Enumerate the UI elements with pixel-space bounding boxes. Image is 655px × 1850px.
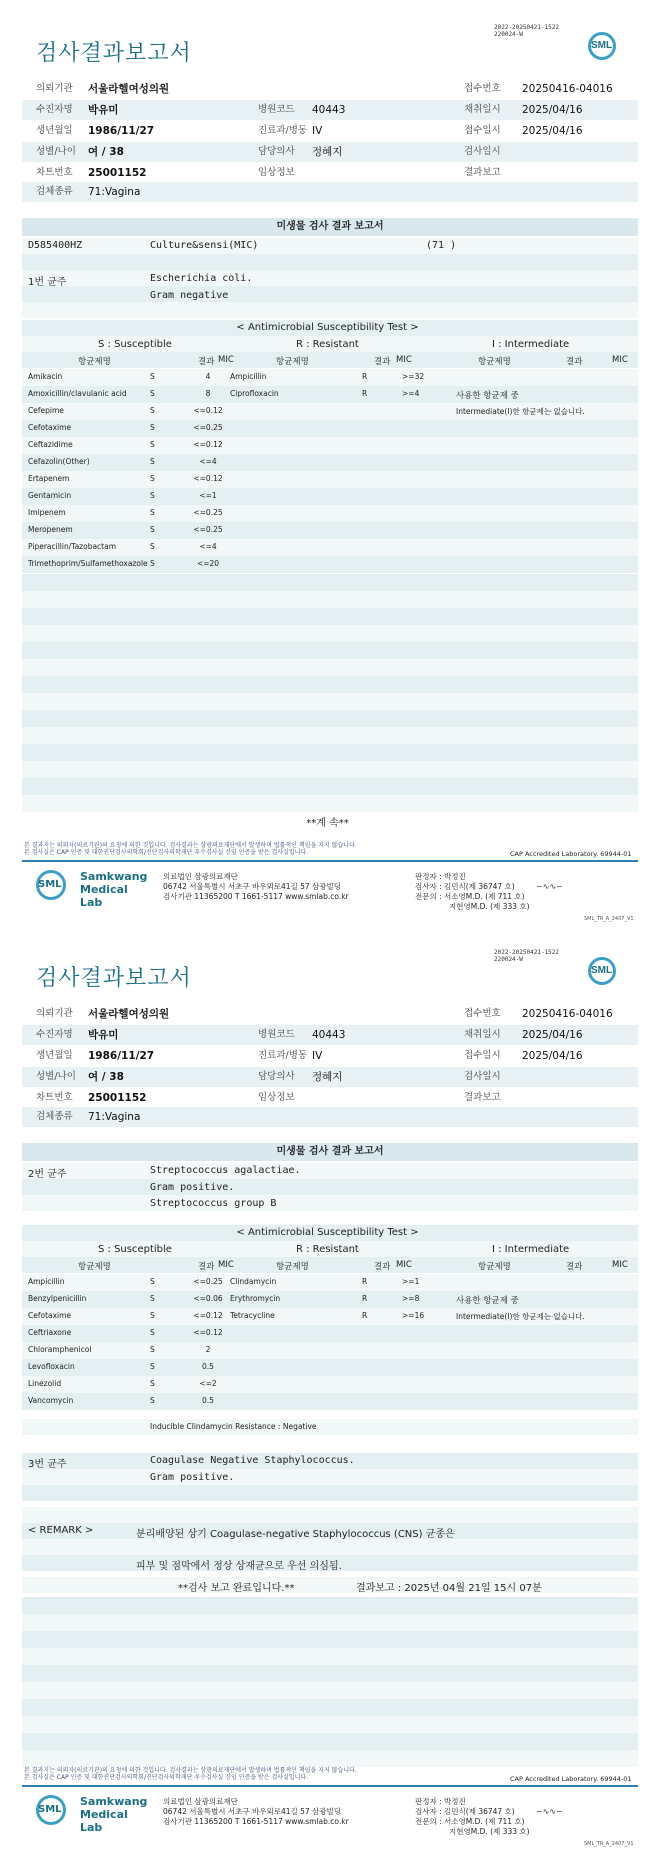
- table-row: [22, 488, 638, 505]
- header-row: 의뢰기관 서울라헬여성의원 접수번호 20250416-04016: [36, 1008, 613, 1020]
- test-number: (71 ): [426, 240, 457, 251]
- drug-name: Benzylpenicillin: [28, 1294, 87, 1303]
- organism-name: Coagulase Negative Staphylococcus.: [150, 1455, 355, 1466]
- header-row: 성별/나이 여 / 38 담당의사 정혜지 검사일시: [22, 1067, 638, 1087]
- sml-logo-icon: SML: [588, 32, 622, 60]
- drug-name: Ceftazidime: [28, 440, 73, 449]
- table-row: [22, 437, 638, 454]
- org-info: 의료법인 삼광의료재단 06742 서울특별시 서초구 바우뫼로41길 57 삼광빌딩 검사기관 11365200 T 1661-5117 www.smlab.co.kr: [163, 872, 349, 901]
- drug-name: Trimethoprim/Sulfamethoxazole: [28, 559, 148, 568]
- empty-row: [22, 761, 638, 778]
- table-row: [22, 1342, 638, 1359]
- empty-row: [22, 1665, 638, 1682]
- column-header-result: 결과: [566, 357, 583, 367]
- result-value: S: [150, 440, 155, 449]
- empty-row: [22, 1648, 638, 1665]
- header-row: 검체종류 71:Vagina: [22, 182, 638, 202]
- intermediate-note: Intermediate(I)한 항균제는 없습니다.: [456, 407, 585, 416]
- empty-row: [22, 710, 638, 727]
- signature-icon: ~∿∿~: [536, 882, 563, 891]
- mic-value: <=1: [199, 491, 217, 500]
- mic-value: >=1: [402, 1277, 420, 1286]
- mic-value: <=0.12: [193, 474, 223, 483]
- sml-footer-logo-icon: SML Samkwang Medical Lab: [38, 870, 148, 909]
- test-name: Culture&sensi(MIC): [150, 240, 259, 251]
- drug-name: Levofloxacin: [28, 1362, 75, 1371]
- page-title: 검사결과보고서: [36, 966, 192, 991]
- table-row: [22, 1376, 638, 1393]
- mic-value: <=0.12: [193, 406, 223, 415]
- intermediate-note: 사용한 항균제 중: [456, 1296, 519, 1306]
- mic-value: <=0.25: [193, 1277, 223, 1286]
- legend-intermediate: I : Intermediate: [492, 339, 570, 350]
- signatories: 판정자 : 박정진 검사자 : 김민식(제 36747 호) 전문의 : 서소영M.D. (제 711 호) 지현영M.D. (제 333 호): [415, 1797, 530, 1836]
- result-value: S: [150, 372, 155, 381]
- signature-icon: ~∿∿~: [536, 1807, 563, 1816]
- header-row: 성별/나이 여 / 38 담당의사 정혜지 검사일시: [22, 142, 638, 162]
- column-header-drug: 항균제명: [478, 357, 511, 367]
- column-header-mic: MIC: [396, 355, 412, 365]
- drug-name: Ciprofloxacin: [230, 389, 279, 398]
- report-time: 결과보고 : 2025년 04월 21일 15시 07분: [356, 1583, 542, 1594]
- table-row: [22, 1359, 638, 1376]
- intermediate-note: 사용한 항균제 중: [456, 391, 519, 401]
- drug-name: Ertapenem: [28, 474, 70, 483]
- mic-value: <=0.12: [193, 1328, 223, 1337]
- version-code: SML_TR_A_2407_V1: [584, 916, 634, 922]
- drug-name: Ceftriaxone: [28, 1328, 72, 1337]
- drug-name: Clindamycin: [230, 1277, 277, 1286]
- ast-title: < Antimicrobial Susceptibility Test >: [236, 322, 419, 333]
- result-value: R: [362, 1311, 368, 1320]
- legend-susceptible: S : Susceptible: [98, 1244, 172, 1255]
- result-value: S: [150, 559, 155, 568]
- legend-resistant: R : Resistant: [296, 1244, 359, 1255]
- empty-row: [22, 659, 638, 676]
- result-value: S: [150, 1277, 155, 1286]
- document-id: 2022-20250421-1522 220024-W: [494, 24, 560, 38]
- mic-value: <=4: [199, 457, 217, 466]
- mic-value: 8: [205, 389, 211, 398]
- result-value: S: [150, 508, 155, 517]
- result-value: S: [150, 457, 155, 466]
- drug-name: Imipenem: [28, 508, 66, 517]
- table-row: [22, 471, 638, 488]
- organism-gram: Gram positive.: [150, 1472, 235, 1483]
- result-value: S: [150, 474, 155, 483]
- header-row: 차트번호 25001152 임상정보 결과보고: [36, 1092, 501, 1104]
- empty-row: [22, 676, 638, 693]
- column-header-mic: MIC: [218, 355, 234, 365]
- column-header-result: 결과: [374, 1262, 391, 1272]
- empty-row: [22, 591, 638, 608]
- drug-name: Cefotaxime: [28, 1311, 72, 1320]
- footer-note: 본 결과지는 의뢰자(의료기관)의 요청에 의한 것입니다. 검사결과는 삼광의료재단에서 발생하며 법률적인 책임을 지지 않습니다. 본 검사실은 CAP 인증 및 대한진단검사의학회/진단검사의학재단 우수검사실 신임 인증을 받은 검사실입니다.: [24, 1767, 357, 1781]
- cap-accreditation: CAP Accredited Laboratory. 69944-01: [510, 1775, 632, 1783]
- column-header-mic: MIC: [612, 355, 628, 365]
- empty-row: [22, 795, 638, 812]
- result-value: R: [362, 389, 368, 398]
- remark-label: < REMARK >: [28, 1525, 94, 1536]
- result-value: S: [150, 1345, 155, 1354]
- mic-value: <=0.12: [193, 440, 223, 449]
- column-header-result: 결과: [374, 357, 391, 367]
- organism-name: Escherichia coli.: [150, 273, 253, 284]
- divider: [22, 860, 638, 862]
- remark-text: 분리배양된 상기 Coagulase-negative Staphylococcus (CNS) 균종은: [136, 1529, 455, 1540]
- mic-value: >=16: [402, 1311, 425, 1320]
- org-info: 의료법인 삼광의료재단 06742 서울특별시 서초구 바우뫼로41길 57 삼광빌딩 검사기관 11365200 T 1661-5117 www.smlab.co.kr: [163, 1797, 349, 1826]
- table-row: [22, 522, 638, 539]
- header-row: 수진자명 박유미 병원코드 40443 채취일시 2025/04/16: [22, 100, 638, 120]
- table-row: [22, 1325, 638, 1342]
- drug-name: Chloramphenicol: [28, 1345, 92, 1354]
- empty-row: [22, 642, 638, 659]
- table-row: [22, 1393, 638, 1410]
- result-value: S: [150, 1328, 155, 1337]
- header-row: 생년월일 1986/11/27 진료과/병동 IV 접수일시 2025/04/16: [36, 125, 583, 137]
- column-header-result: 결과: [198, 357, 215, 367]
- mic-value: <=2: [199, 1379, 217, 1388]
- ast-title: < Antimicrobial Susceptibility Test >: [236, 1227, 419, 1238]
- column-header-drug: 항균제명: [478, 1262, 511, 1272]
- legend-susceptible: S : Susceptible: [98, 339, 172, 350]
- mic-value: >=32: [402, 372, 425, 381]
- mic-value: 2: [205, 1345, 211, 1354]
- drug-name: Cefotaxime: [28, 423, 72, 432]
- mic-value: <=4: [199, 542, 217, 551]
- drug-name: Ampicillin: [230, 372, 267, 381]
- divider: [22, 1785, 638, 1787]
- empty-row: [22, 608, 638, 625]
- result-value: S: [150, 491, 155, 500]
- header-row: 생년월일 1986/11/27 진료과/병동 IV 접수일시 2025/04/16: [36, 1050, 583, 1062]
- empty-row: [22, 1614, 638, 1631]
- empty-row: [22, 693, 638, 710]
- mic-value: >=8: [402, 1294, 420, 1303]
- mic-value: >=4: [402, 389, 420, 398]
- report-page-2: [0, 925, 655, 1850]
- header-row: 수진자명 박유미 병원코드 40443 채취일시 2025/04/16: [22, 1025, 638, 1045]
- organism-label: 1번 균주: [28, 277, 67, 288]
- header-row: 의뢰기관 서울라헬여성의원 접수번호 20250416-04016: [36, 83, 613, 95]
- footer-note: 본 결과지는 의뢰자(의료기관)의 요청에 의한 것입니다. 검사결과는 삼광의료재단에서 발생하며 법률적인 책임을 지지 않습니다. 본 검사실은 CAP 인증 및 대한진단검사의학회/진단검사의학재단 우수검사실 신임 인증을 받은 검사실입니다.: [24, 842, 357, 856]
- empty-row: [22, 1597, 638, 1614]
- table-row: [22, 454, 638, 471]
- empty-row: [22, 1733, 638, 1750]
- organism-name: Streptococcus agalactiae.: [150, 1165, 301, 1176]
- mic-value: <=0.25: [193, 508, 223, 517]
- result-value: S: [150, 1294, 155, 1303]
- drug-name: Linezolid: [28, 1379, 62, 1388]
- column-header-mic: MIC: [396, 1260, 412, 1270]
- table-row: [22, 1291, 638, 1308]
- drug-name: Tetracycline: [230, 1311, 275, 1320]
- empty-row: [22, 625, 638, 642]
- drug-name: Amikacin: [28, 372, 63, 381]
- drug-name: Amoxicillin/clavulanic acid: [28, 389, 127, 398]
- column-header-mic: MIC: [612, 1260, 628, 1270]
- header-row: 검체종류 71:Vagina: [22, 1107, 638, 1127]
- organism-group: Streptococcus group B: [150, 1198, 277, 1209]
- version-code: SML_TR_A_2407_V1: [584, 1841, 634, 1847]
- drug-name: Meropenem: [28, 525, 73, 534]
- legend-resistant: R : Resistant: [296, 339, 359, 350]
- document-id: 2022-20250421-1522 220024-W: [494, 949, 560, 963]
- legend-intermediate: I : Intermediate: [492, 1244, 570, 1255]
- empty-row: [22, 1682, 638, 1699]
- table-row: [22, 420, 638, 437]
- continue-label: **계 속**: [306, 818, 349, 829]
- column-header-result: 결과: [566, 1262, 583, 1272]
- result-value: S: [150, 542, 155, 551]
- organism-gram: Gram positive.: [150, 1182, 235, 1193]
- table-row: [22, 505, 638, 522]
- drug-name: Cefepime: [28, 406, 64, 415]
- result-value: S: [150, 389, 155, 398]
- intermediate-note: Intermediate(I)한 항균제는 없습니다.: [456, 1312, 585, 1321]
- organism-gram: Gram negative: [150, 290, 229, 301]
- page-title: 검사결과보고서: [36, 41, 192, 66]
- drug-name: Vancomycin: [28, 1396, 74, 1405]
- column-header-mic: MIC: [218, 1260, 234, 1270]
- mic-value: <=20: [196, 559, 220, 568]
- empty-row: [22, 574, 638, 591]
- ast-header-band: [22, 1257, 638, 1273]
- signatories: 판정자 : 박정진 검사자 : 김민식(제 36747 호) 전문의 : 서소영M.D. (제 711 호) 지현영M.D. (제 333 호): [415, 872, 530, 911]
- mic-value: <=0.25: [193, 423, 223, 432]
- drug-name: Gentamicin: [28, 491, 72, 500]
- column-header-drug: 항균제명: [276, 1262, 309, 1272]
- mic-value: 0.5: [202, 1362, 214, 1371]
- ast-header-band: [22, 352, 638, 368]
- empty-row: [22, 744, 638, 761]
- result-value: R: [362, 372, 368, 381]
- result-value: R: [362, 1294, 368, 1303]
- header-row: 차트번호 25001152 임상정보 결과보고: [36, 167, 501, 179]
- section-title: 미생물 검사 결과 보고서: [22, 1143, 638, 1161]
- drug-name: Erythromycin: [230, 1294, 281, 1303]
- mic-value: 4: [205, 372, 211, 381]
- inducible-clindamycin-resistance: Inducible Clindamycin Resistance : Negative: [150, 1422, 317, 1431]
- empty-row: [22, 1716, 638, 1733]
- table-row: [22, 1274, 638, 1291]
- remark-text: 피부 및 점막에서 정상 상재균으로 우선 의심됨.: [136, 1561, 342, 1572]
- mic-value: <=0.25: [193, 525, 223, 534]
- result-value: S: [150, 423, 155, 432]
- report-complete: **검사 보고 완료입니다.**: [178, 1583, 295, 1594]
- sml-footer-logo-icon: SML Samkwang Medical Lab: [38, 1795, 148, 1834]
- organism-label: 3번 균주: [28, 1459, 67, 1470]
- empty-row: [22, 1699, 638, 1716]
- empty-row: [22, 727, 638, 744]
- sml-logo-icon: SML: [588, 957, 622, 985]
- column-header-drug: 항균제명: [78, 357, 111, 367]
- mic-value: <=0.12: [193, 1311, 223, 1320]
- drug-name: Piperacillin/Tazobactam: [28, 542, 117, 551]
- column-header-result: 결과: [198, 1262, 215, 1272]
- mic-value: 0.5: [202, 1396, 214, 1405]
- result-value: S: [150, 406, 155, 415]
- empty-row: [22, 1631, 638, 1648]
- drug-name: Ampicillin: [28, 1277, 65, 1286]
- drug-name: Cefazolin(Other): [28, 457, 90, 466]
- result-value: S: [150, 1311, 155, 1320]
- result-value: S: [150, 525, 155, 534]
- empty-row: [22, 1750, 638, 1767]
- mic-value: <=0.06: [193, 1294, 223, 1303]
- table-row: [22, 369, 638, 386]
- test-code: D585400HZ: [28, 240, 83, 251]
- result-value: S: [150, 1396, 155, 1405]
- cap-accreditation: CAP Accredited Laboratory. 69944-01: [510, 850, 632, 858]
- empty-row: [22, 778, 638, 795]
- column-header-drug: 항균제명: [276, 357, 309, 367]
- section-title: 미생물 검사 결과 보고서: [22, 218, 638, 236]
- result-value: S: [150, 1362, 155, 1371]
- result-value: S: [150, 1379, 155, 1388]
- column-header-drug: 항균제명: [78, 1262, 111, 1272]
- organism-label: 2번 균주: [28, 1169, 67, 1180]
- result-value: R: [362, 1277, 368, 1286]
